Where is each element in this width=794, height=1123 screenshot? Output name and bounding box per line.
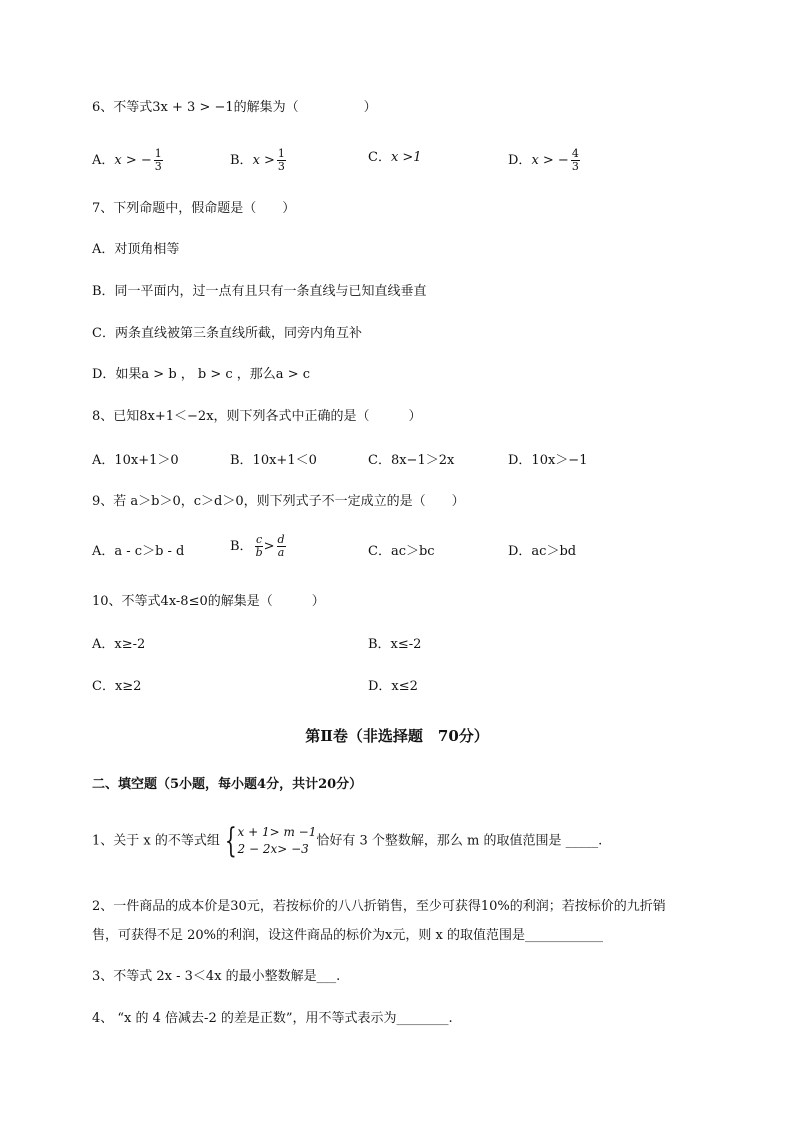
option-expression: x >1 [390,150,422,165]
fill-1-prefix: 1、关于 x 的不等式组 [92,833,220,849]
question-10-stem: 10、不等式4x-8≤0的解集是（ ） [92,594,325,609]
fraction-numerator: 1 [154,147,162,160]
question-6-option-a[interactable] [92,148,163,173]
question-6-suffix: 的解集为（ ） [233,100,377,115]
question-8-option-b[interactable]: B．10x+1＜0 [230,453,317,468]
question-6-prefix: 6、不等式 [92,100,153,115]
question-6-inequality: 3x + 3 > −1 [152,100,234,115]
fraction-denominator: b [255,546,263,559]
left-brace-icon: { [224,821,237,861]
fraction-denominator: a [277,546,285,559]
question-7-option-a[interactable]: A．对顶角相等 [92,242,180,257]
fraction [154,148,163,173]
option-letter: A． [92,153,115,168]
system-row-1: x + 1> m −1 [237,825,317,839]
fraction-numerator: d [277,533,285,546]
fraction-numerator: 4 [571,147,579,160]
option-letter: D． [508,153,532,168]
question-6-option-d[interactable] [508,148,580,173]
option-letter: C． [368,150,391,165]
option-letter: B． [230,539,253,554]
fraction [255,534,264,559]
option-expression: x > [252,153,275,168]
question-9-option-b[interactable] [230,534,286,559]
question-7-option-d[interactable]: D．如果a > b ， b > c ，那么a > c [92,367,310,382]
fraction-denominator: 3 [154,160,162,173]
question-10-option-b[interactable]: B．x≤-2 [368,637,422,652]
question-6-option-b[interactable] [230,148,286,173]
option-expression: x > − [114,153,152,168]
fraction [277,148,286,173]
question-9-stem: 9、若 a＞b＞0，c＞d＞0，则下列式子不一定成立的是（ ） [92,494,465,509]
question-9-option-a[interactable]: A．a - c＞b - d [92,544,185,559]
fraction [571,148,580,173]
inequality-system [220,821,317,861]
fill-question-4[interactable]: 4、 “x 的 4 倍减去-2 的差是正数”，用不等式表示为________. [92,1011,453,1026]
fill-question-1 [92,821,603,861]
option-expression: x > − [531,153,569,168]
fill-1-suffix[interactable]: 恰好有 3 个整数解，那么 m 的取值范围是 _____. [316,833,603,849]
section-title: 第Ⅱ卷（非选择题 70分） [305,727,489,745]
fraction-denominator: 3 [571,160,579,173]
question-9-option-d[interactable]: D．ac＞bd [508,544,577,559]
question-8-option-d[interactable]: D．10x＞−1 [508,453,588,468]
question-8-option-a[interactable]: A．10x+1＞0 [92,453,179,468]
fraction-denominator: 3 [277,160,285,173]
question-7-option-c[interactable]: C．两条直线被第三条直线所截，同旁内角互补 [92,326,362,341]
question-6-stem [92,98,377,118]
fill-question-2-line-1: 2、一件商品的成本价是30元，若按标价的八八折销售，至少可获得10%的利润；若按标价的九折销 [92,899,666,914]
question-8-stem: 8、已知8x+1＜−2x，则下列各式中正确的是（ ） [92,409,422,424]
question-10-option-a[interactable]: A．x≥-2 [92,637,146,652]
question-7-option-b[interactable]: B．同一平面内，过一点有且只有一条直线与已知直线垂直 [92,284,427,299]
fraction [277,534,286,559]
question-8-option-c[interactable]: C．8x−1＞2x [368,453,455,468]
part-title: 二、填空题（5小题，每小题4分，共计20分） [92,777,363,792]
question-9-option-c[interactable]: C．ac＞bc [368,544,435,559]
fraction-numerator: c [256,533,263,546]
question-7-stem: 7、下列命题中，假命题是（ ） [92,201,296,216]
fill-question-3[interactable]: 3、不等式 2x - 3＜4x 的最小整数解是___. [92,969,341,984]
question-6-option-c[interactable] [368,148,422,168]
question-10-option-d[interactable]: D．x≤2 [368,679,418,694]
comparison-operator: > [263,539,275,554]
fraction-numerator: 1 [277,147,285,160]
system-row-2: 2 − 2x> −3 [237,842,309,856]
fill-question-2-line-2[interactable]: 售，可获得不足 20%的利润，设这件商品的标价为x元，则 x 的取值范围是____________ [92,928,603,943]
question-10-option-c[interactable]: C．x≥2 [92,679,142,694]
option-letter: B． [230,153,253,168]
